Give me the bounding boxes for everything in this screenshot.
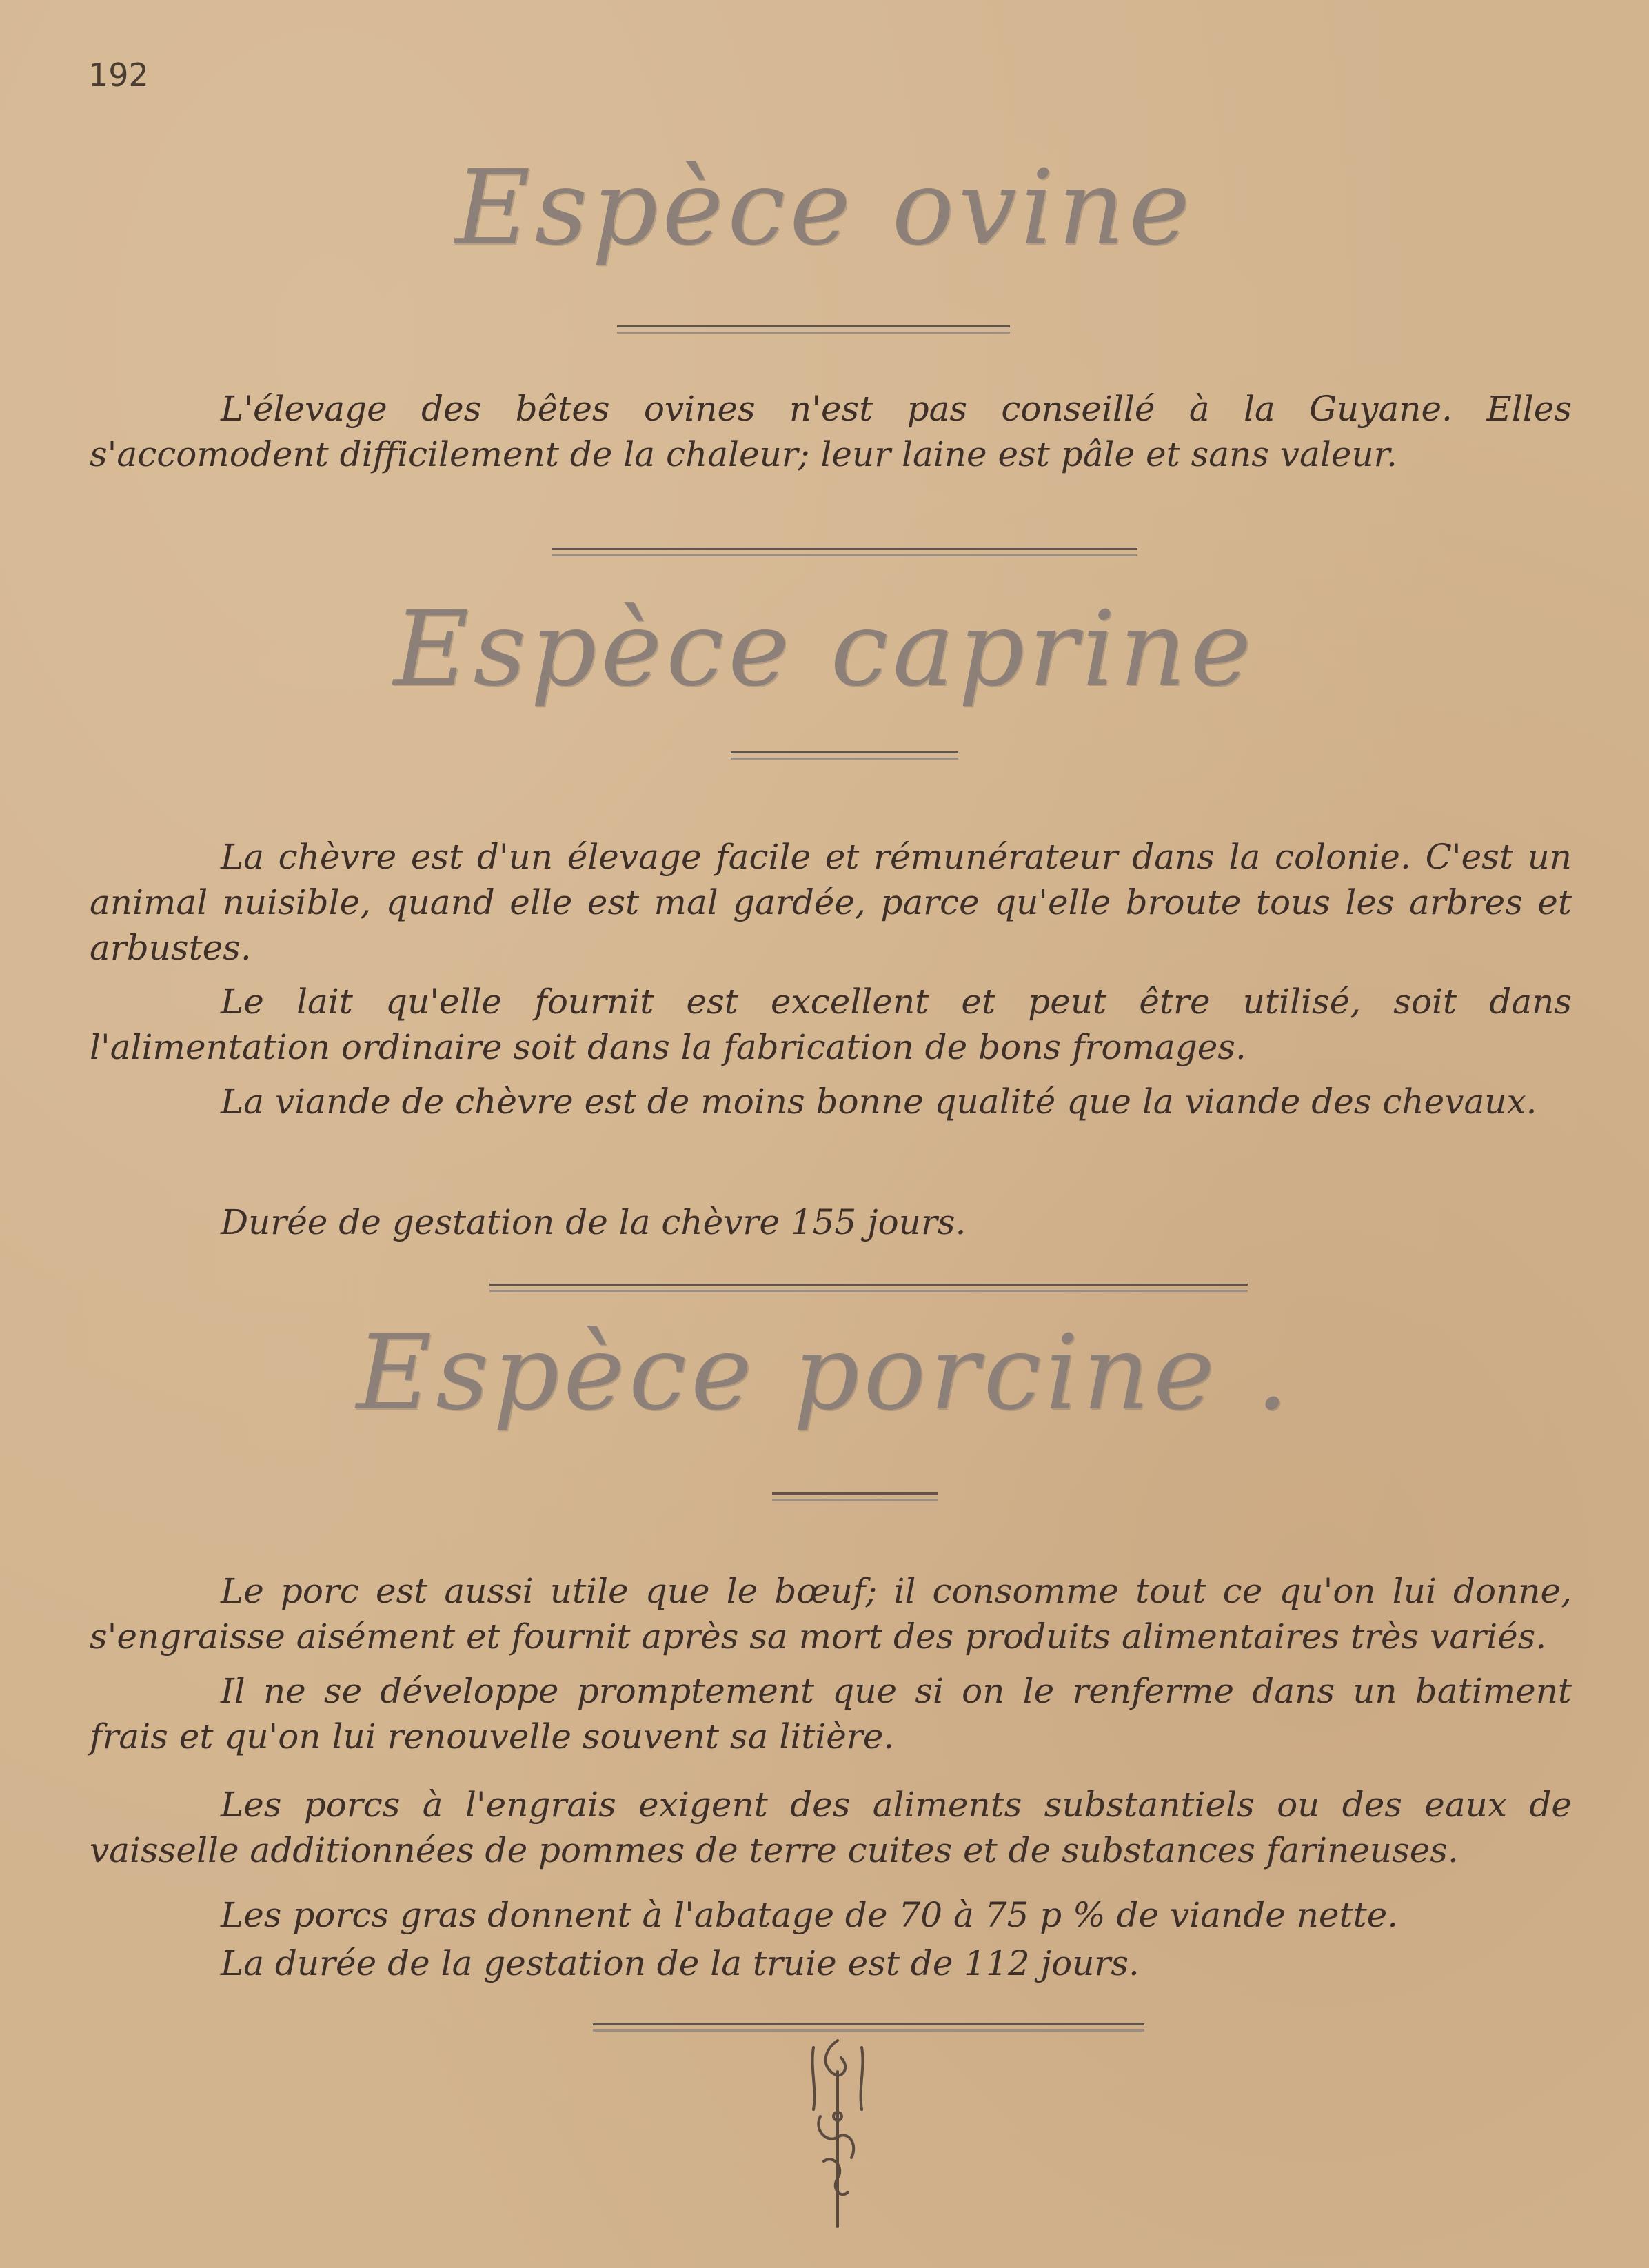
- section-title-porcine: Espèce porcine .: [356, 1313, 1293, 1433]
- paragraph: Le lait qu'elle fournit est excellent et peut être utilisé, soit dans l'alimentation ordinaire soit dans la fabrication de bons fromages.: [90, 982, 1572, 1067]
- paragraph: La durée de la gestation de la truie est de 112 jours.: [221, 1943, 1140, 1983]
- paragraph: Durée de gestation de la chèvre 155 jours.: [221, 1202, 967, 1242]
- section-title-ovine: Espèce ovine: [454, 148, 1195, 268]
- paragraph: La viande de chèvre est de moins bonne qualité que la viande des chevaux.: [221, 1082, 1537, 1122]
- title-underline: [731, 751, 958, 760]
- paragraph: La chèvre est d'un élevage facile et rémunérateur dans la colonie. C'est un animal nuisible, quand elle est mal gardée, parce qu'elle broute tous les arbres et arbustes.: [90, 837, 1572, 968]
- section-divider: [489, 1284, 1248, 1292]
- section-divider: [593, 2023, 1144, 2032]
- paragraph: Le porc est aussi utile que le bœuf; il consomme tout ce qu'on lui donne, s'engraisse aisément et fournit après sa mort des produits alimentaires très variés.: [90, 1571, 1572, 1657]
- section-divider: [552, 548, 1137, 556]
- paragraph: Il ne se développe promptement que si on le renferme dans un batiment frais et qu'on lui renouvelle souvent sa litière.: [90, 1671, 1572, 1756]
- title-underline: [617, 325, 1010, 334]
- page-number: 192: [88, 57, 149, 94]
- title-underline: [772, 1492, 938, 1501]
- paragraph: Les porcs gras donnent à l'abatage de 70 à 75 p % de viande nette.: [221, 1895, 1399, 1935]
- ornament-flourish-icon: [800, 2034, 876, 2234]
- paragraph: L'élevage des bêtes ovines n'est pas conseillé à la Guyane. Elles s'accomodent difficilement de la chaleur; leur laine est pâle et sans valeur.: [90, 389, 1572, 474]
- paragraph: Les porcs à l'engrais exigent des aliments substantiels ou des eaux de vaisselle additionnées de pommes de terre cuites et de substances farineuses.: [90, 1785, 1572, 1870]
- section-title-caprine: Espèce caprine: [393, 589, 1256, 709]
